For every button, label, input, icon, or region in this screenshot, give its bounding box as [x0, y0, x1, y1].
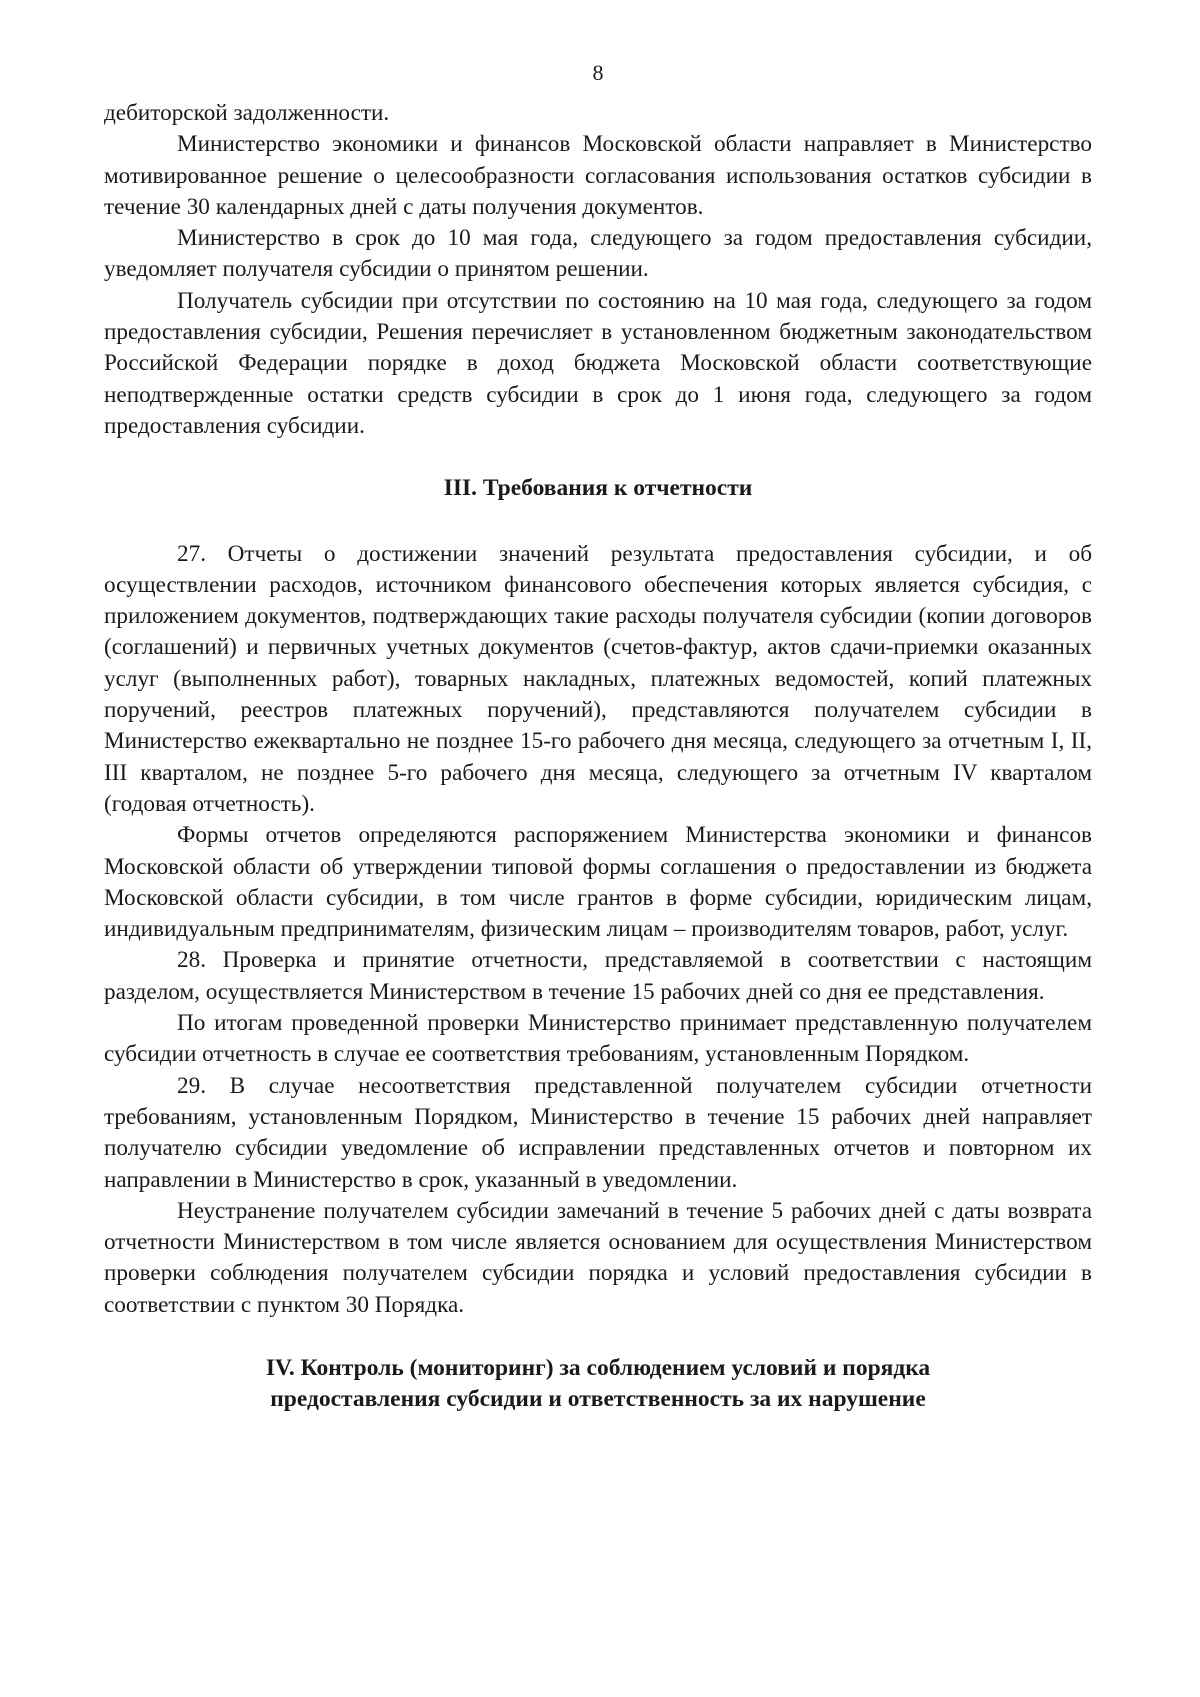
paragraph: Министерство экономики и финансов Московской области направляет в Министерство мотивированное решение о целесообразности согласования использования остатков субсидии в течение 30 календарных дней с даты получения документов.	[104, 131, 1092, 220]
paragraph: Неустранение получателем субсидии замечаний в течение 5 рабочих дней с даты возврата отчетности Министерством в том числе является основанием для осуществления Министерством проверки соблюдения получателем субсидии порядка и условий предоставления субсидии в соответствии с пунктом 30 Порядка.	[104, 1197, 1092, 1318]
paragraph: Министерство в срок до 10 мая года, следующего за годом предоставления субсидии, уведомляет получателя субсидии о принятом решении.	[104, 225, 1092, 283]
section-heading	[104, 1353, 1092, 1416]
section-heading-line: предоставления субсидии и ответственность за их нарушение	[270, 1386, 926, 1413]
page-number: 8	[592, 60, 604, 85]
paragraph-continuation: дебиторской задолженности.	[104, 100, 390, 126]
paragraph: Получатель субсидии при отсутствии по состоянию на 10 мая года, следующего за годом предоставления субсидии, Решения перечисляет в установленном бюджетным законодательством Российской Федерации порядке в доход бюджета Московской области соответствующие неподтвержденные остатки средств субсидии в срок до 1 июня года, следующего за годом предоставления субсидии.	[104, 287, 1092, 439]
paragraph: 28. Проверка и принятие отчетности, представляемой в соответствии с настоящим разделом, осуществляется Министерством в течение 15 рабочих дней со дня ее представления.	[104, 947, 1092, 1005]
paragraph: 27. Отчеты о достижении значений результата предоставления субсидии, и об осуществлении расходов, источником финансового обеспечения которых является субсидия, с приложением документов, подтверждающих такие расходы получателя субсидии (копии договоров (соглашений) и первичных учетных документов (счетов-фактур, актов сдачи-приемки оказанных услуг (выполненных работ), товарных накладных, платежных ведомостей, копий платежных поручений, реестров платежных поручений), представляются получателем субсидии в Министерство ежеквартально не позднее 15-го рабочего дня месяца, следующего за отчетным I, II, III кварталом, не позднее 5-го рабочего дня месяца, следующего за отчетным IV кварталом (годовая отчетность).	[104, 540, 1092, 817]
paragraph: По итогам проведенной проверки Министерство принимает представленную получателем субсидии отчетность в случае ее соответствия требованиям, установленным Порядком.	[104, 1010, 1092, 1068]
section-heading-line: IV. Контроль (мониторинг) за соблюдением условий и порядка	[265, 1354, 931, 1381]
section-heading: III. Требования к отчетности	[443, 475, 753, 502]
paragraph: Формы отчетов определяются распоряжением Министерства экономики и финансов Московской области об утверждении типовой формы соглашения о предоставлении из бюджета Московской области субсидии, в том числе грантов в форме субсидии, юридическим лицам, индивидуальным предпринимателям, физическим лицам – производителям товаров, работ, услуг.	[104, 822, 1092, 943]
paragraph: 29. В случае несоответствия представленной получателем субсидии отчетности требованиям, установленным Порядком, Министерство в течение 15 рабочих дней направляет получателю субсидии уведомление об исправлении представленных отчетов и повторном их направлении в Министерство в срок, указанный в уведомлении.	[104, 1072, 1092, 1193]
